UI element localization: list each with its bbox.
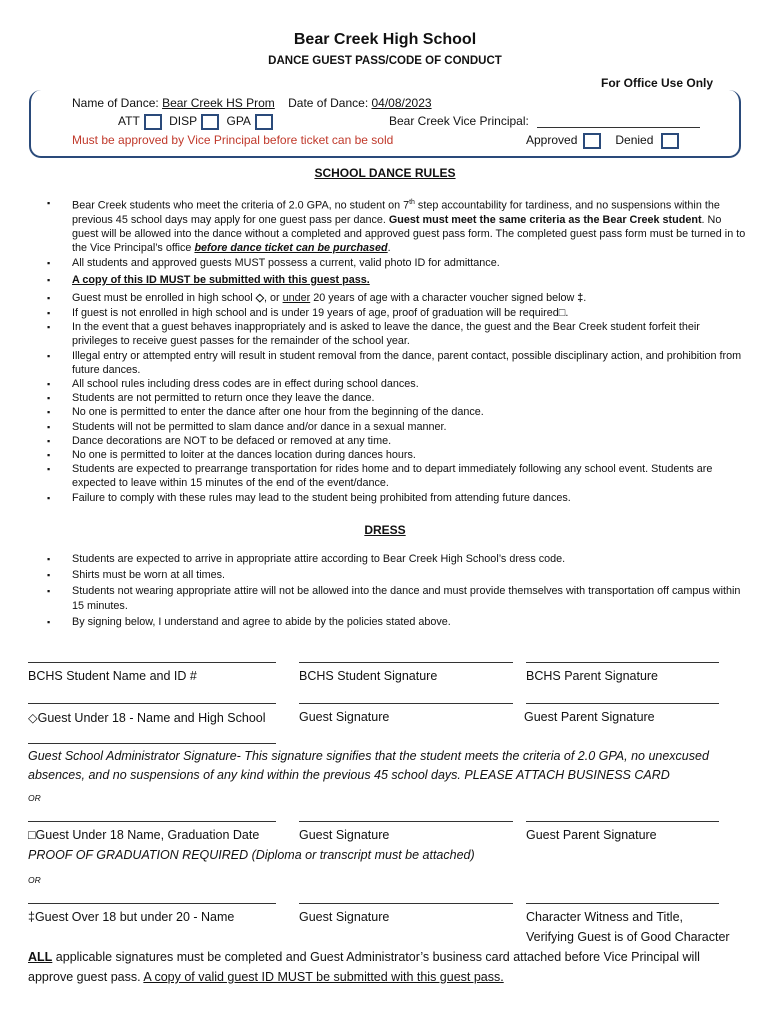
denied-checkbox[interactable] <box>661 133 679 149</box>
rule-item: ▪ All school rules including dress codes are in effect during school dances. <box>47 377 747 391</box>
denied-label: Denied <box>615 133 654 148</box>
or-separator: OR <box>28 793 41 803</box>
footer-line2: approve guest pass. A copy of valid guest ID MUST be submitted with this guest pass. <box>28 970 504 984</box>
witness-label: Character Witness and Title, <box>526 910 684 924</box>
rule-item: ▪ If guest is not enrolled in high school and is under 19 years of age, proof of graduation will be required□. <box>47 306 747 320</box>
parent-signature-label: BCHS Parent Signature <box>526 669 659 683</box>
student-signature-line[interactable] <box>299 662 513 663</box>
rules-list <box>47 196 747 505</box>
student-name-label: BCHS Student Name and ID # <box>28 669 197 683</box>
att-label: ATT <box>118 114 140 129</box>
form-title: DANCE GUEST PASS/CODE OF CONDUCT <box>268 55 502 67</box>
guest-signature-label: Guest Signature <box>299 710 390 724</box>
school-title: Bear Creek High School <box>293 31 477 48</box>
approved-label: Approved <box>526 133 578 148</box>
rule-item: ▪ Failure to comply with these rules may lead to the student being prohibited from attending future dances. <box>47 491 747 505</box>
grad-guest-signature-label: Guest Signature <box>299 828 390 842</box>
approval-note: Must be approved by Vice Principal before ticket can be sold <box>72 133 394 147</box>
admin-note-line1: Guest School Administrator Signature- This signature signifies that the student meets the criteria of 2.0 GPA, no unexcused <box>28 749 709 763</box>
approval-row <box>526 133 683 149</box>
rule-item: ▪ Bear Creek students who meet the criteria of 2.0 GPA, no student on 7th step accountability for tardiness, and no suspensions within the previous 45 school days may apply for one guest pass per dance. Guest must meet the same criteria as the Bear Creek student. No guest will be allowed into the dance without a completed and approved guest pass form. The completed guest pass form must be turned in to the Vice Principal’s office before dance ticket can be purchased. <box>47 196 747 255</box>
checks-row <box>118 114 277 130</box>
grad-parent-signature-line[interactable] <box>526 821 719 822</box>
office-use-label: For Office Use Only <box>601 76 714 90</box>
vp-signature-line[interactable] <box>537 127 700 128</box>
guest-signature-line[interactable] <box>299 703 513 704</box>
guest-parent-signature-line[interactable] <box>526 703 719 704</box>
rule-item: ▪ Students are not permitted to return once they leave the dance. <box>47 391 747 405</box>
disp-label: DISP <box>169 114 198 129</box>
grad-name-label: □Guest Under 18 Name, Graduation Date <box>28 828 260 842</box>
admin-signature-line[interactable] <box>28 743 276 744</box>
footer-line1: ALL applicable signatures must be completed and Guest Administrator’s business card attached before Vice Principal will <box>28 950 700 964</box>
dance-name-label: Name of Dance: <box>72 96 159 110</box>
rule-item: ▪ Students are expected to prearrange transportation for rides home and to depart immediately following any school event. Students are expected to leave within 15 minutes of the end of the event/dance. <box>47 462 747 490</box>
guest-parent-signature-label: Guest Parent Signature <box>524 710 655 724</box>
rule-item: ▪ No one is permitted to enter the dance after one hour from the beginning of the dance. <box>47 405 747 419</box>
guest-name-label: ◇Guest Under 18 - Name and High School <box>28 711 266 725</box>
dress-item: ▪ By signing below, I understand and agree to abide by the policies stated above. <box>47 615 747 629</box>
or-separator: OR <box>28 875 41 885</box>
att-checkbox[interactable] <box>144 114 162 130</box>
dance-date-value[interactable]: 04/08/2023 <box>371 96 432 110</box>
over18-guest-signature-line[interactable] <box>299 903 513 904</box>
dress-item: ▪ Students not wearing appropriate attire will not be allowed into the dance and must provide themselves with transportation off campus within 15 minutes. <box>47 584 747 612</box>
guest-name-line[interactable] <box>28 703 276 704</box>
dress-list <box>47 552 747 629</box>
vp-label: Bear Creek Vice Principal: <box>389 114 529 128</box>
over18-name-label: ‡Guest Over 18 but under 20 - Name <box>28 910 235 924</box>
rule-item: ▪ Students will not be permitted to slam dance and/or dance in a sexual manner. <box>47 420 747 434</box>
dance-name-value[interactable]: Bear Creek HS Prom <box>162 96 275 110</box>
rules-heading: SCHOOL DANCE RULES <box>314 166 456 180</box>
grad-guest-signature-line[interactable] <box>299 821 513 822</box>
dance-name-row <box>72 96 432 110</box>
dress-item: ▪ Students are expected to arrive in appropriate attire according to Bear Creek High School’s dress code. <box>47 552 747 566</box>
rule-item: ▪ Guest must be enrolled in high school ◇, or under 20 years of age with a character voucher signed below ‡. <box>47 291 747 305</box>
grad-parent-signature-label: Guest Parent Signature <box>526 828 657 842</box>
approved-checkbox[interactable] <box>583 133 601 149</box>
over18-guest-signature-label: Guest Signature <box>299 910 390 924</box>
admin-note-line2: absences, and no suspensions of any kind within the previous 45 school days. PLEASE ATTACH BUSINESS CARD <box>28 768 670 782</box>
proof-note: PROOF OF GRADUATION REQUIRED (Diploma or transcript must be attached) <box>28 848 475 862</box>
student-signature-label: BCHS Student Signature <box>299 669 438 683</box>
dress-heading: DRESS <box>364 523 406 537</box>
witness-signature-line[interactable] <box>526 903 719 904</box>
rule-item: ▪ A copy of this ID MUST be submitted with this guest pass. <box>47 273 747 287</box>
rule-item: ▪ Illegal entry or attempted entry will result in student removal from the dance, parent contact, possible disciplinary action, and prohibition from future dances. <box>47 349 747 377</box>
dress-item: ▪ Shirts must be worn at all times. <box>47 568 747 582</box>
gpa-label: GPA <box>226 114 251 129</box>
rule-item: ▪ Dance decorations are NOT to be defaced or removed at any time. <box>47 434 747 448</box>
rule-item: ▪ In the event that a guest behaves inappropriately and is asked to leave the dance, the guest and the Bear Creek student forfeit their privileges to receive guest passes for the remainder of the school year. <box>47 320 747 348</box>
student-name-line[interactable] <box>28 662 276 663</box>
over18-name-line[interactable] <box>28 903 276 904</box>
rule-item: ▪ No one is permitted to loiter at the dances location during dances hours. <box>47 448 747 462</box>
parent-signature-line[interactable] <box>526 662 719 663</box>
disp-checkbox[interactable] <box>201 114 219 130</box>
rule-item: ▪ All students and approved guests MUST possess a current, valid photo ID for admittance. <box>47 256 747 270</box>
dance-date-label: Date of Dance: <box>288 96 369 110</box>
witness-label-2: Verifying Guest is of Good Character <box>526 930 730 944</box>
grad-name-line[interactable] <box>28 821 276 822</box>
gpa-checkbox[interactable] <box>255 114 273 130</box>
